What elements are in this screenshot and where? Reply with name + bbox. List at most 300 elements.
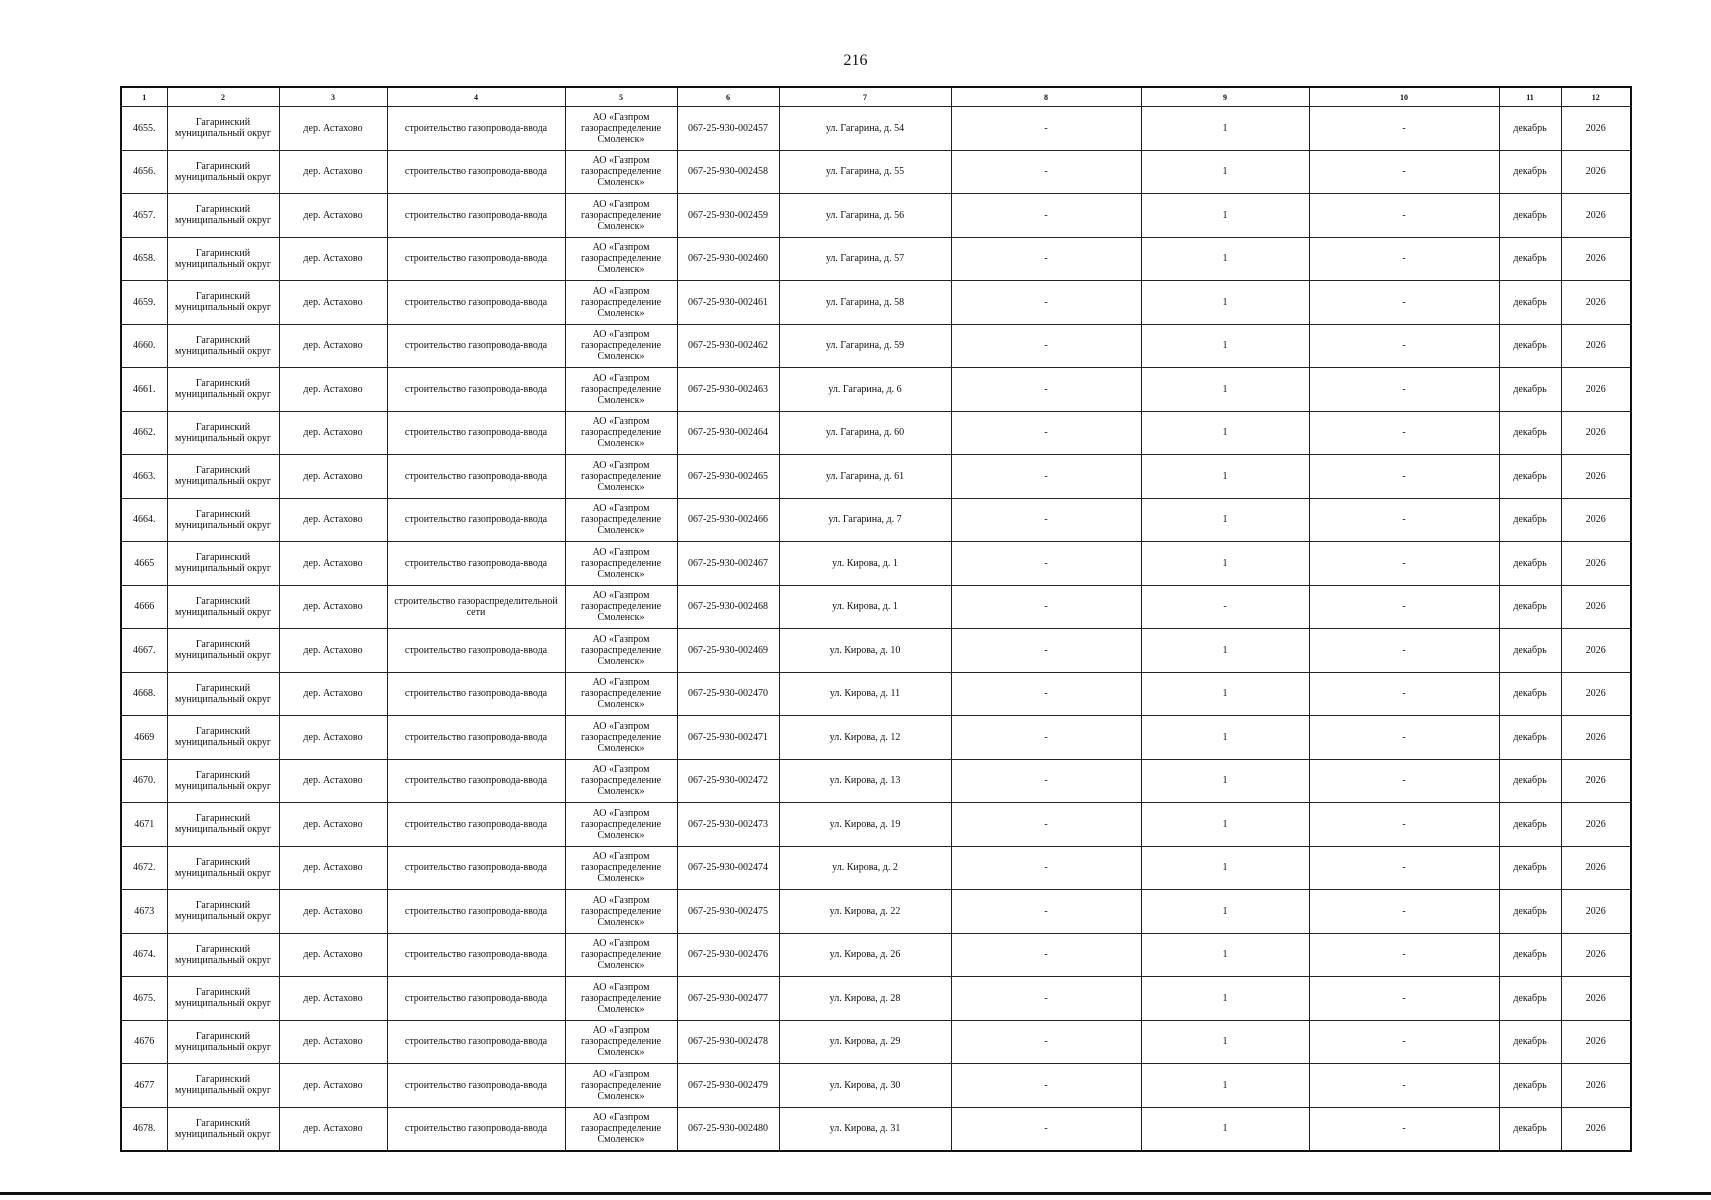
table-cell-col-9: 1: [1141, 411, 1309, 455]
table-cell-col-10: -: [1309, 1107, 1499, 1151]
table-cell-col-11: декабрь: [1499, 585, 1561, 629]
table-cell-col-9: 1: [1141, 542, 1309, 586]
table-cell-col-2: Гагаринский муниципальный округ: [167, 194, 279, 238]
table-cell-col-11: декабрь: [1499, 542, 1561, 586]
table-cell-col-8: -: [951, 716, 1141, 760]
table-cell-col-12: 2026: [1561, 672, 1631, 716]
table-cell-col-7: ул. Кирова, д. 31: [779, 1107, 951, 1151]
table-cell-col-9: 1: [1141, 716, 1309, 760]
table-row: [121, 977, 1631, 1021]
table-body: [121, 107, 1631, 1151]
table-cell-col-11: декабрь: [1499, 803, 1561, 847]
table-cell-col-11: декабрь: [1499, 629, 1561, 673]
table-cell-col-10: -: [1309, 933, 1499, 977]
table-row: [121, 629, 1631, 673]
table-cell-col-7: ул. Гагарина, д. 54: [779, 107, 951, 151]
table-cell-col-7: ул. Кирова, д. 1: [779, 585, 951, 629]
table-cell-col-5: АО «Газпром газораспределение Смоленск»: [565, 672, 677, 716]
table-cell-col-2: Гагаринский муниципальный округ: [167, 629, 279, 673]
table-cell-col-12: 2026: [1561, 1064, 1631, 1108]
table-cell-col-6: 067-25-930-002467: [677, 542, 779, 586]
table-cell-col-1: 4673: [121, 890, 167, 934]
table-cell-col-1: 4656.: [121, 150, 167, 194]
column-header-4: 4: [387, 87, 565, 107]
table-cell-col-3: дер. Астахово: [279, 194, 387, 238]
table-row: [121, 324, 1631, 368]
table-cell-col-2: Гагаринский муниципальный округ: [167, 455, 279, 499]
gas-objects-table: [120, 86, 1632, 1152]
table-cell-col-12: 2026: [1561, 846, 1631, 890]
table-cell-col-8: -: [951, 368, 1141, 412]
table-row: [121, 1020, 1631, 1064]
table-cell-col-3: дер. Астахово: [279, 585, 387, 629]
column-header-3: 3: [279, 87, 387, 107]
table-row: [121, 846, 1631, 890]
table-cell-col-8: -: [951, 1064, 1141, 1108]
table-cell-col-3: дер. Астахово: [279, 933, 387, 977]
table-cell-col-5: АО «Газпром газораспределение Смоленск»: [565, 585, 677, 629]
column-header-10: 10: [1309, 87, 1499, 107]
table-cell-col-1: 4657.: [121, 194, 167, 238]
table-cell-col-11: декабрь: [1499, 411, 1561, 455]
table-cell-col-1: 4676: [121, 1020, 167, 1064]
table-cell-col-5: АО «Газпром газораспределение Смоленск»: [565, 1020, 677, 1064]
table-cell-col-1: 4672.: [121, 846, 167, 890]
table-cell-col-11: декабрь: [1499, 281, 1561, 325]
table-cell-col-9: 1: [1141, 629, 1309, 673]
table-cell-col-12: 2026: [1561, 629, 1631, 673]
table-cell-col-6: 067-25-930-002460: [677, 237, 779, 281]
column-header-6: 6: [677, 87, 779, 107]
table-cell-col-4: строительство газопровода-ввода: [387, 1020, 565, 1064]
table-cell-col-2: Гагаринский муниципальный округ: [167, 150, 279, 194]
table-cell-col-1: 4671: [121, 803, 167, 847]
table-cell-col-10: -: [1309, 1064, 1499, 1108]
table-cell-col-2: Гагаринский муниципальный округ: [167, 672, 279, 716]
table-cell-col-7: ул. Кирова, д. 13: [779, 759, 951, 803]
table-cell-col-2: Гагаринский муниципальный округ: [167, 281, 279, 325]
table-cell-col-10: -: [1309, 759, 1499, 803]
table-cell-col-11: декабрь: [1499, 237, 1561, 281]
table-cell-col-1: 4678.: [121, 1107, 167, 1151]
table-cell-col-12: 2026: [1561, 498, 1631, 542]
table-cell-col-12: 2026: [1561, 324, 1631, 368]
table-cell-col-4: строительство газопровода-ввода: [387, 977, 565, 1021]
table-cell-col-6: 067-25-930-002479: [677, 1064, 779, 1108]
table-cell-col-11: декабрь: [1499, 890, 1561, 934]
table-cell-col-10: -: [1309, 585, 1499, 629]
table-cell-col-10: -: [1309, 629, 1499, 673]
table-cell-col-12: 2026: [1561, 281, 1631, 325]
table-cell-col-3: дер. Астахово: [279, 716, 387, 760]
table-cell-col-7: ул. Кирова, д. 28: [779, 977, 951, 1021]
table-cell-col-7: ул. Кирова, д. 29: [779, 1020, 951, 1064]
table-cell-col-3: дер. Астахово: [279, 759, 387, 803]
table-cell-col-12: 2026: [1561, 150, 1631, 194]
table-cell-col-2: Гагаринский муниципальный округ: [167, 803, 279, 847]
table-cell-col-5: АО «Газпром газораспределение Смоленск»: [565, 846, 677, 890]
table-cell-col-4: строительство газопровода-ввода: [387, 629, 565, 673]
table-cell-col-2: Гагаринский муниципальный округ: [167, 498, 279, 542]
table-cell-col-10: -: [1309, 281, 1499, 325]
table-cell-col-1: 4667.: [121, 629, 167, 673]
table-cell-col-2: Гагаринский муниципальный округ: [167, 890, 279, 934]
table-cell-col-4: строительство газопровода-ввода: [387, 368, 565, 412]
table-cell-col-3: дер. Астахово: [279, 803, 387, 847]
table-cell-col-8: -: [951, 759, 1141, 803]
table-cell-col-3: дер. Астахово: [279, 281, 387, 325]
table-cell-col-6: 067-25-930-002472: [677, 759, 779, 803]
table-cell-col-12: 2026: [1561, 933, 1631, 977]
table-cell-col-4: строительство газопровода-ввода: [387, 716, 565, 760]
table-cell-col-11: декабрь: [1499, 1064, 1561, 1108]
table-cell-col-7: ул. Кирова, д. 11: [779, 672, 951, 716]
table-cell-col-11: декабрь: [1499, 194, 1561, 238]
table-cell-col-1: 4665: [121, 542, 167, 586]
table-cell-col-5: АО «Газпром газораспределение Смоленск»: [565, 368, 677, 412]
table-cell-col-1: 4675.: [121, 977, 167, 1021]
table-cell-col-9: 1: [1141, 455, 1309, 499]
table-cell-col-5: АО «Газпром газораспределение Смоленск»: [565, 759, 677, 803]
table-cell-col-10: -: [1309, 368, 1499, 412]
table-row: [121, 455, 1631, 499]
column-header-1: 1: [121, 87, 167, 107]
table-cell-col-7: ул. Кирова, д. 19: [779, 803, 951, 847]
table-cell-col-4: строительство газопровода-ввода: [387, 150, 565, 194]
table-cell-col-4: строительство газопровода-ввода: [387, 542, 565, 586]
table-cell-col-12: 2026: [1561, 716, 1631, 760]
table-cell-col-9: 1: [1141, 759, 1309, 803]
table-cell-col-5: АО «Газпром газораспределение Смоленск»: [565, 237, 677, 281]
table-cell-col-7: ул. Гагарина, д. 60: [779, 411, 951, 455]
table-cell-col-10: -: [1309, 498, 1499, 542]
table-cell-col-6: 067-25-930-002469: [677, 629, 779, 673]
table-cell-col-7: ул. Кирова, д. 10: [779, 629, 951, 673]
table-cell-col-2: Гагаринский муниципальный округ: [167, 716, 279, 760]
table-cell-col-12: 2026: [1561, 890, 1631, 934]
table-cell-col-6: 067-25-930-002468: [677, 585, 779, 629]
table-cell-col-5: АО «Газпром газораспределение Смоленск»: [565, 716, 677, 760]
table-cell-col-9: 1: [1141, 498, 1309, 542]
table-cell-col-3: дер. Астахово: [279, 542, 387, 586]
table-cell-col-10: -: [1309, 672, 1499, 716]
table-cell-col-11: декабрь: [1499, 455, 1561, 499]
table-row: [121, 672, 1631, 716]
bottom-rule: [0, 1192, 1711, 1195]
table-cell-col-9: 1: [1141, 324, 1309, 368]
table-cell-col-8: -: [951, 411, 1141, 455]
table-cell-col-10: -: [1309, 237, 1499, 281]
table-cell-col-1: 4658.: [121, 237, 167, 281]
table-cell-col-10: -: [1309, 1020, 1499, 1064]
table-cell-col-6: 067-25-930-002478: [677, 1020, 779, 1064]
table-cell-col-2: Гагаринский муниципальный округ: [167, 411, 279, 455]
table-cell-col-12: 2026: [1561, 585, 1631, 629]
table-cell-col-8: -: [951, 281, 1141, 325]
table-cell-col-5: АО «Газпром газораспределение Смоленск»: [565, 1064, 677, 1108]
table-cell-col-9: 1: [1141, 672, 1309, 716]
table-cell-col-4: строительство газопровода-ввода: [387, 759, 565, 803]
table-cell-col-4: строительство газопровода-ввода: [387, 846, 565, 890]
table-cell-col-10: -: [1309, 846, 1499, 890]
table-cell-col-11: декабрь: [1499, 672, 1561, 716]
table-cell-col-2: Гагаринский муниципальный округ: [167, 368, 279, 412]
table-cell-col-9: 1: [1141, 1064, 1309, 1108]
table-cell-col-2: Гагаринский муниципальный округ: [167, 542, 279, 586]
table-cell-col-12: 2026: [1561, 411, 1631, 455]
table-cell-col-4: строительство газопровода-ввода: [387, 194, 565, 238]
table-cell-col-9: 1: [1141, 194, 1309, 238]
table-row: [121, 368, 1631, 412]
table-cell-col-8: -: [951, 977, 1141, 1021]
table-row: [121, 890, 1631, 934]
table-cell-col-11: декабрь: [1499, 107, 1561, 151]
table-cell-col-1: 4661.: [121, 368, 167, 412]
table-cell-col-5: АО «Газпром газораспределение Смоленск»: [565, 498, 677, 542]
table-cell-col-3: дер. Астахово: [279, 890, 387, 934]
table-cell-col-4: строительство газопровода-ввода: [387, 411, 565, 455]
table-cell-col-6: 067-25-930-002476: [677, 933, 779, 977]
table-cell-col-11: декабрь: [1499, 150, 1561, 194]
table-row: [121, 585, 1631, 629]
table-cell-col-3: дер. Астахово: [279, 237, 387, 281]
table-cell-col-7: ул. Кирова, д. 1: [779, 542, 951, 586]
table-cell-col-11: декабрь: [1499, 498, 1561, 542]
table-cell-col-9: 1: [1141, 281, 1309, 325]
table-row: [121, 194, 1631, 238]
table-row: [121, 411, 1631, 455]
table-cell-col-9: 1: [1141, 107, 1309, 151]
table-cell-col-11: декабрь: [1499, 759, 1561, 803]
table-cell-col-2: Гагаринский муниципальный округ: [167, 1064, 279, 1108]
table-cell-col-3: дер. Астахово: [279, 368, 387, 412]
table-cell-col-9: 1: [1141, 1020, 1309, 1064]
table-cell-col-11: декабрь: [1499, 977, 1561, 1021]
header-row: [121, 87, 1631, 107]
table-cell-col-6: 067-25-930-002462: [677, 324, 779, 368]
table-cell-col-3: дер. Астахово: [279, 1107, 387, 1151]
table-cell-col-12: 2026: [1561, 237, 1631, 281]
table-cell-col-4: строительство газопровода-ввода: [387, 324, 565, 368]
table-cell-col-5: АО «Газпром газораспределение Смоленск»: [565, 324, 677, 368]
table-cell-col-1: 4677: [121, 1064, 167, 1108]
table-cell-col-4: строительство газораспределительной сети: [387, 585, 565, 629]
table-cell-col-10: -: [1309, 542, 1499, 586]
table-cell-col-5: АО «Газпром газораспределение Смоленск»: [565, 890, 677, 934]
table-cell-col-10: -: [1309, 716, 1499, 760]
table-cell-col-7: ул. Кирова, д. 2: [779, 846, 951, 890]
table-cell-col-3: дер. Астахово: [279, 411, 387, 455]
table-row: [121, 759, 1631, 803]
table-cell-col-6: 067-25-930-002463: [677, 368, 779, 412]
table-cell-col-9: 1: [1141, 368, 1309, 412]
table-cell-col-12: 2026: [1561, 1020, 1631, 1064]
table-row: [121, 716, 1631, 760]
page-number: 216: [843, 52, 868, 69]
table-row: [121, 1064, 1631, 1108]
table-cell-col-5: АО «Газпром газораспределение Смоленск»: [565, 1107, 677, 1151]
table-cell-col-2: Гагаринский муниципальный округ: [167, 1107, 279, 1151]
table-cell-col-1: 4660.: [121, 324, 167, 368]
table-cell-col-10: -: [1309, 324, 1499, 368]
table-cell-col-4: строительство газопровода-ввода: [387, 107, 565, 151]
table-row: [121, 498, 1631, 542]
table-cell-col-10: -: [1309, 107, 1499, 151]
table-cell-col-7: ул. Кирова, д. 26: [779, 933, 951, 977]
table-cell-col-3: дер. Астахово: [279, 1064, 387, 1108]
table-row: [121, 237, 1631, 281]
table-cell-col-6: 067-25-930-002474: [677, 846, 779, 890]
table-cell-col-5: АО «Газпром газораспределение Смоленск»: [565, 194, 677, 238]
table-cell-col-2: Гагаринский муниципальный округ: [167, 1020, 279, 1064]
table-cell-col-1: 4669: [121, 716, 167, 760]
table-cell-col-5: АО «Газпром газораспределение Смоленск»: [565, 281, 677, 325]
table-cell-col-2: Гагаринский муниципальный округ: [167, 107, 279, 151]
table-cell-col-6: 067-25-930-002477: [677, 977, 779, 1021]
table-header: [121, 87, 1631, 107]
table-cell-col-3: дер. Астахово: [279, 672, 387, 716]
table-cell-col-9: 1: [1141, 846, 1309, 890]
table-cell-col-8: -: [951, 672, 1141, 716]
table-cell-col-4: строительство газопровода-ввода: [387, 933, 565, 977]
table-cell-col-8: -: [951, 846, 1141, 890]
table-row: [121, 1107, 1631, 1151]
table-cell-col-1: 4664.: [121, 498, 167, 542]
table-cell-col-5: АО «Газпром газораспределение Смоленск»: [565, 150, 677, 194]
table-cell-col-5: АО «Газпром газораспределение Смоленск»: [565, 411, 677, 455]
table-cell-col-10: -: [1309, 455, 1499, 499]
table-cell-col-8: -: [951, 498, 1141, 542]
table-cell-col-4: строительство газопровода-ввода: [387, 1064, 565, 1108]
table-cell-col-2: Гагаринский муниципальный округ: [167, 237, 279, 281]
table-cell-col-1: 4663.: [121, 455, 167, 499]
table-cell-col-6: 067-25-930-002464: [677, 411, 779, 455]
table-cell-col-7: ул. Кирова, д. 22: [779, 890, 951, 934]
table-cell-col-12: 2026: [1561, 107, 1631, 151]
table-row: [121, 933, 1631, 977]
table-cell-col-11: декабрь: [1499, 368, 1561, 412]
table-cell-col-6: 067-25-930-002458: [677, 150, 779, 194]
table-cell-col-7: ул. Гагарина, д. 6: [779, 368, 951, 412]
table-cell-col-6: 067-25-930-002470: [677, 672, 779, 716]
table-cell-col-3: дер. Астахово: [279, 107, 387, 151]
table-cell-col-5: АО «Газпром газораспределение Смоленск»: [565, 803, 677, 847]
table-cell-col-3: дер. Астахово: [279, 150, 387, 194]
table-cell-col-10: -: [1309, 890, 1499, 934]
table-row: [121, 542, 1631, 586]
table-cell-col-5: АО «Газпром газораспределение Смоленск»: [565, 542, 677, 586]
table-cell-col-7: ул. Гагарина, д. 58: [779, 281, 951, 325]
table-cell-col-7: ул. Гагарина, д. 59: [779, 324, 951, 368]
table-cell-col-10: -: [1309, 150, 1499, 194]
table-cell-col-1: 4674.: [121, 933, 167, 977]
table-cell-col-3: дер. Астахово: [279, 324, 387, 368]
table-cell-col-1: 4655.: [121, 107, 167, 151]
table-cell-col-7: ул. Кирова, д. 30: [779, 1064, 951, 1108]
table-cell-col-12: 2026: [1561, 368, 1631, 412]
table-cell-col-9: 1: [1141, 150, 1309, 194]
table-cell-col-12: 2026: [1561, 455, 1631, 499]
table-cell-col-12: 2026: [1561, 194, 1631, 238]
table-cell-col-2: Гагаринский муниципальный округ: [167, 759, 279, 803]
table-cell-col-4: строительство газопровода-ввода: [387, 498, 565, 542]
table-cell-col-1: 4668.: [121, 672, 167, 716]
table-cell-col-12: 2026: [1561, 977, 1631, 1021]
column-header-9: 9: [1141, 87, 1309, 107]
table-cell-col-4: строительство газопровода-ввода: [387, 455, 565, 499]
column-header-5: 5: [565, 87, 677, 107]
table-cell-col-1: 4659.: [121, 281, 167, 325]
table-cell-col-9: -: [1141, 585, 1309, 629]
table-cell-col-4: строительство газопровода-ввода: [387, 281, 565, 325]
table-cell-col-6: 067-25-930-002471: [677, 716, 779, 760]
table-cell-col-8: -: [951, 194, 1141, 238]
table-cell-col-8: -: [951, 585, 1141, 629]
table-cell-col-4: строительство газопровода-ввода: [387, 1107, 565, 1151]
table-cell-col-11: декабрь: [1499, 1020, 1561, 1064]
table-cell-col-8: -: [951, 933, 1141, 977]
table-cell-col-4: строительство газопровода-ввода: [387, 803, 565, 847]
table-row: [121, 150, 1631, 194]
table-cell-col-8: -: [951, 1020, 1141, 1064]
table-cell-col-4: строительство газопровода-ввода: [387, 672, 565, 716]
table-cell-col-8: -: [951, 542, 1141, 586]
table-cell-col-10: -: [1309, 977, 1499, 1021]
table-cell-col-6: 067-25-930-002473: [677, 803, 779, 847]
table-cell-col-7: ул. Гагарина, д. 57: [779, 237, 951, 281]
table-cell-col-8: -: [951, 803, 1141, 847]
table-cell-col-4: строительство газопровода-ввода: [387, 890, 565, 934]
table-cell-col-5: АО «Газпром газораспределение Смоленск»: [565, 977, 677, 1021]
table-cell-col-8: -: [951, 107, 1141, 151]
table-cell-col-9: 1: [1141, 803, 1309, 847]
table-cell-col-3: дер. Астахово: [279, 846, 387, 890]
table-cell-col-2: Гагаринский муниципальный округ: [167, 585, 279, 629]
table-cell-col-3: дер. Астахово: [279, 498, 387, 542]
column-header-7: 7: [779, 87, 951, 107]
table-cell-col-8: -: [951, 237, 1141, 281]
table-cell-col-9: 1: [1141, 890, 1309, 934]
column-header-12: 12: [1561, 87, 1631, 107]
table-cell-col-7: ул. Гагарина, д. 61: [779, 455, 951, 499]
column-header-11: 11: [1499, 87, 1561, 107]
table-cell-col-6: 067-25-930-002466: [677, 498, 779, 542]
table-cell-col-2: Гагаринский муниципальный округ: [167, 846, 279, 890]
table-cell-col-8: -: [951, 324, 1141, 368]
table-row: [121, 107, 1631, 151]
table-cell-col-10: -: [1309, 194, 1499, 238]
table-cell-col-12: 2026: [1561, 1107, 1631, 1151]
table-cell-col-12: 2026: [1561, 759, 1631, 803]
table-cell-col-1: 4662.: [121, 411, 167, 455]
table-cell-col-3: дер. Астахово: [279, 977, 387, 1021]
table-cell-col-9: 1: [1141, 933, 1309, 977]
table-cell-col-7: ул. Гагарина, д. 56: [779, 194, 951, 238]
table-cell-col-9: 1: [1141, 237, 1309, 281]
table-cell-col-2: Гагаринский муниципальный округ: [167, 977, 279, 1021]
table-cell-col-7: ул. Гагарина, д. 7: [779, 498, 951, 542]
table-cell-col-12: 2026: [1561, 542, 1631, 586]
table-cell-col-11: декабрь: [1499, 1107, 1561, 1151]
table-cell-col-11: декабрь: [1499, 933, 1561, 977]
table-row: [121, 803, 1631, 847]
table-cell-col-5: АО «Газпром газораспределение Смоленск»: [565, 933, 677, 977]
table-cell-col-8: -: [951, 629, 1141, 673]
table-row: [121, 281, 1631, 325]
table-cell-col-3: дер. Астахово: [279, 629, 387, 673]
table-cell-col-3: дер. Астахово: [279, 455, 387, 499]
table-cell-col-2: Гагаринский муниципальный округ: [167, 324, 279, 368]
